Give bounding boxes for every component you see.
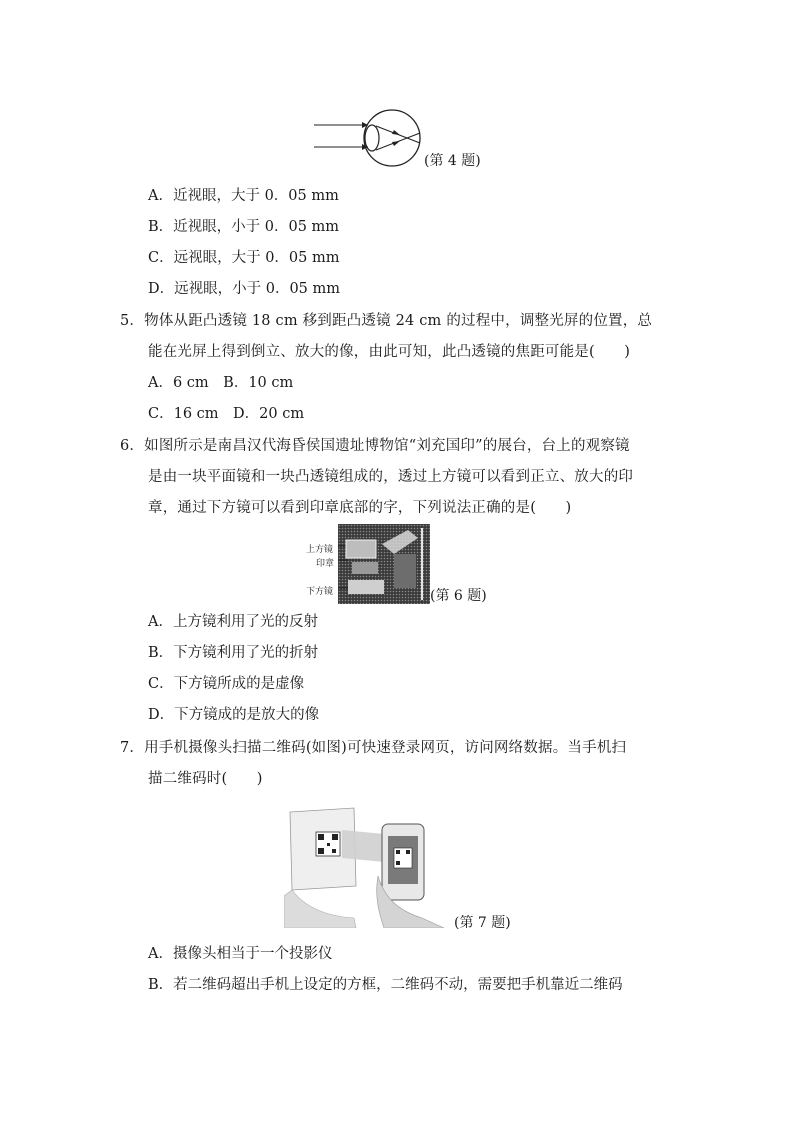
q4-option-b: B．近视眼，小于 0．05 mm (148, 219, 340, 235)
seal-display-photo (338, 524, 430, 604)
qr-scan-photo (284, 806, 446, 928)
q6-label-seal: 印章 (316, 559, 335, 569)
q5-stem-line2: 能在光屏上得到倒立、放大的像，由此可知，此凸透镜的焦距可能是( ) (148, 344, 631, 360)
q5-stem-line1: 5．物体从距凸透镜 18 cm 移到距凸透镜 24 cm 的过程中，调整光屏的位置，总 (120, 313, 653, 329)
q6-option-a: A．上方镜利用了光的反射 (148, 614, 318, 630)
q6-option-c: C．下方镜所成的是虚像 (148, 676, 305, 692)
q4-option-c: C．远视眼，大于 0．05 mm (148, 250, 340, 266)
q4-option-a: A．近视眼，大于 0．05 mm (148, 188, 339, 204)
q7-caption: (第 7 题) (454, 915, 511, 931)
q4-caption: (第 4 题) (424, 153, 481, 169)
q6-stem-line3: 章，通过下方镜可以看到印章底部的字，下列说法正确的是( ) (148, 500, 572, 516)
q5-options-row1: A．6 cm B．10 cm (148, 375, 294, 391)
q6-caption: (第 6 题) (430, 588, 487, 604)
q6-label-top-mirror: 上方镜 (306, 545, 334, 555)
q5-options-row2: C．16 cm D．20 cm (148, 406, 305, 422)
q6-option-b: B．下方镜利用了光的折射 (148, 645, 319, 661)
q7-option-a: A．摄像头相当于一个投影仪 (148, 946, 333, 962)
q7-option-b: B．若二维码超出手机上设定的方框，二维码不动，需要把手机靠近二维码 (148, 977, 623, 993)
q7-stem-line2: 描二维码时( ) (148, 771, 263, 787)
eye-diagram (310, 108, 425, 168)
q6-option-d: D．下方镜成的是放大的像 (148, 707, 320, 723)
q4-option-d: D．远视眼，小于 0．05 mm (148, 281, 341, 297)
q6-stem-line1: 6．如图所示是南昌汉代海昏侯国遗址博物馆“刘充国印”的展台，台上的观察镜 (120, 438, 630, 454)
q7-stem-line1: 7．用手机摄像头扫描二维码(如图)可快速登录网页，访问网络数据。当手机扫 (120, 740, 627, 756)
q6-stem-line2: 是由一块平面镜和一块凸透镜组成的，透过上方镜可以看到正立、放大的印 (148, 469, 634, 485)
q6-label-bottom-mirror: 下方镜 (306, 587, 334, 597)
